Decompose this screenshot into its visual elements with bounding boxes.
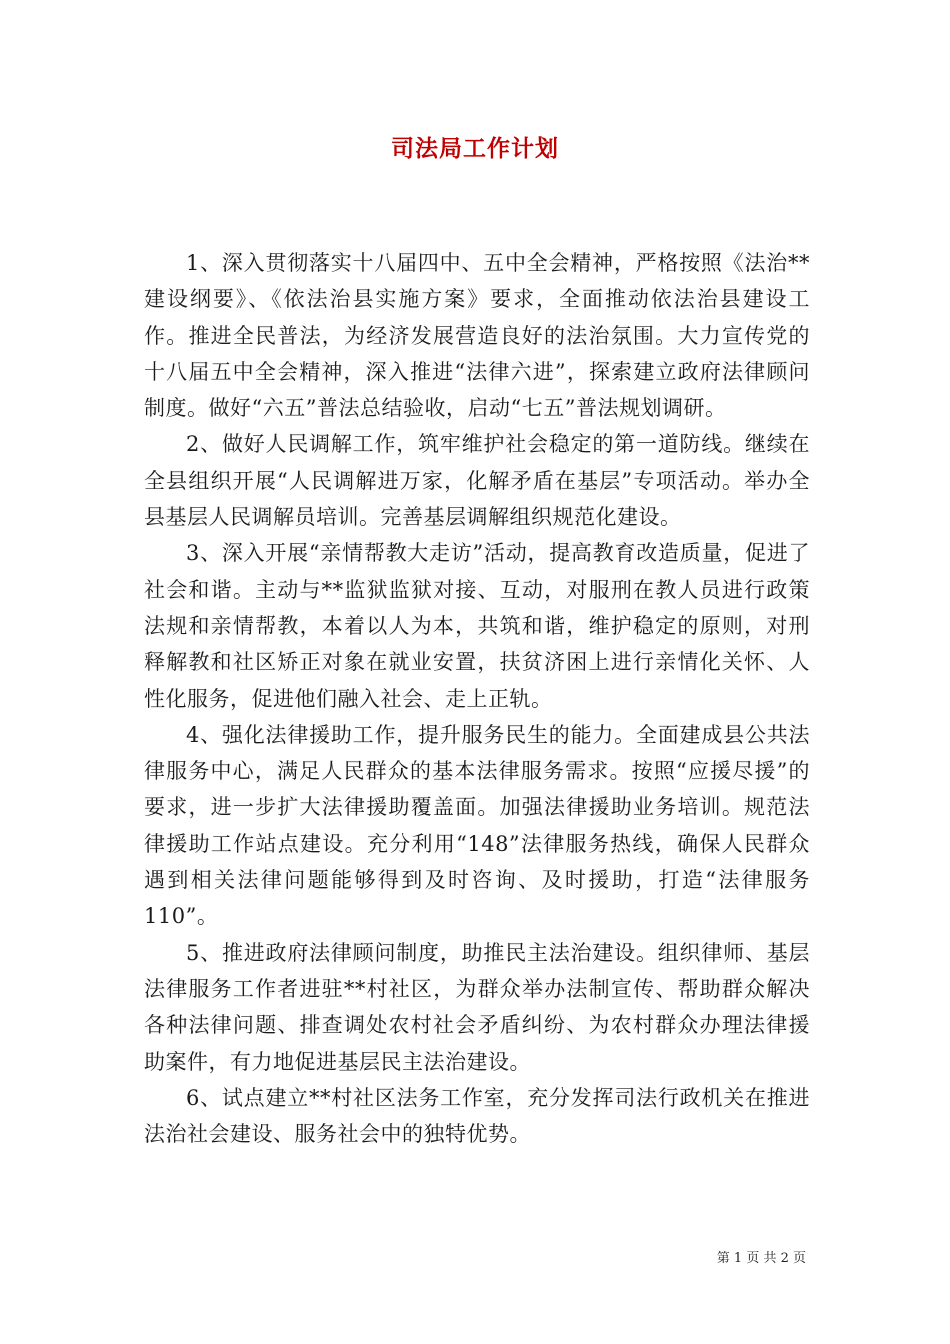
paragraph-3: 3、深入开展“亲情帮教大走访”活动，提高教育改造质量，促进了社会和谐。主动与**监狱监狱对接、互动，对服刑在教人员进行政策法规和亲情帮教，本着以人为本，共筑和谐，维护稳定的原则，对刑释解教和社区矫正对象在就业安置，扶贫济困上进行亲情化关怀、人性化服务，促进他们融入社会、走上正轨。 [144, 541, 810, 711]
page-number: 第 1 页 共 2 页 [716, 1251, 806, 1266]
paragraph-6: 6、试点建立**村社区法务工作室，充分发挥司法行政机关在推进法治社会建设、服务社会中的独特优势。 [144, 1085, 810, 1147]
paragraph-4: 4、强化法律援助工作，提升服务民生的能力。全面建成县公共法律服务中心，满足人民群众的基本法律服务需求。按照“应援尽援”的要求，进一步扩大法律援助覆盖面。加强法律援助业务培训。规范法律援助工作站点建设。充分利用“148”法律服务热线，确保人民群众遇到相关法律问题能够得到及时咨询、及时援助，打造“法律服务110”。 [144, 722, 810, 929]
paragraph-2: 2、做好人民调解工作，筑牢维护社会稳定的第一道防线。继续在全县组织开展“人民调解进万家，化解矛盾在基层”专项活动。举办全县基层人民调解员培训。完善基层调解组织规范化建设。 [144, 432, 810, 530]
paragraph-5: 5、推进政府法律顾问制度，助推民主法治建设。组织律师、基层法律服务工作者进驻**村社区，为群众举办法制宣传、帮助群众解决各种法律问题、排查调处农村社会矛盾纠纷、为农村群众办理法律援助案件，有力地促进基层民主法治建设。 [144, 940, 810, 1074]
page-title: 司法局工作计划 [391, 135, 559, 162]
document-body [144, 245, 810, 1152]
paragraph-1: 1、深入贯彻落实十八届四中、五中全会精神，严格按照《法治**建设纲要》、《依法治县实施方案》要求，全面推动依法治县建设工作。推进全民普法，为经济发展营造良好的法治氛围。大力宣传党的十八届五中全会精神，深入推进“法律六进”，探索建立政府法律顾问制度。做好“六五”普法总结验收，启动“七五”普法规划调研。 [144, 251, 810, 421]
